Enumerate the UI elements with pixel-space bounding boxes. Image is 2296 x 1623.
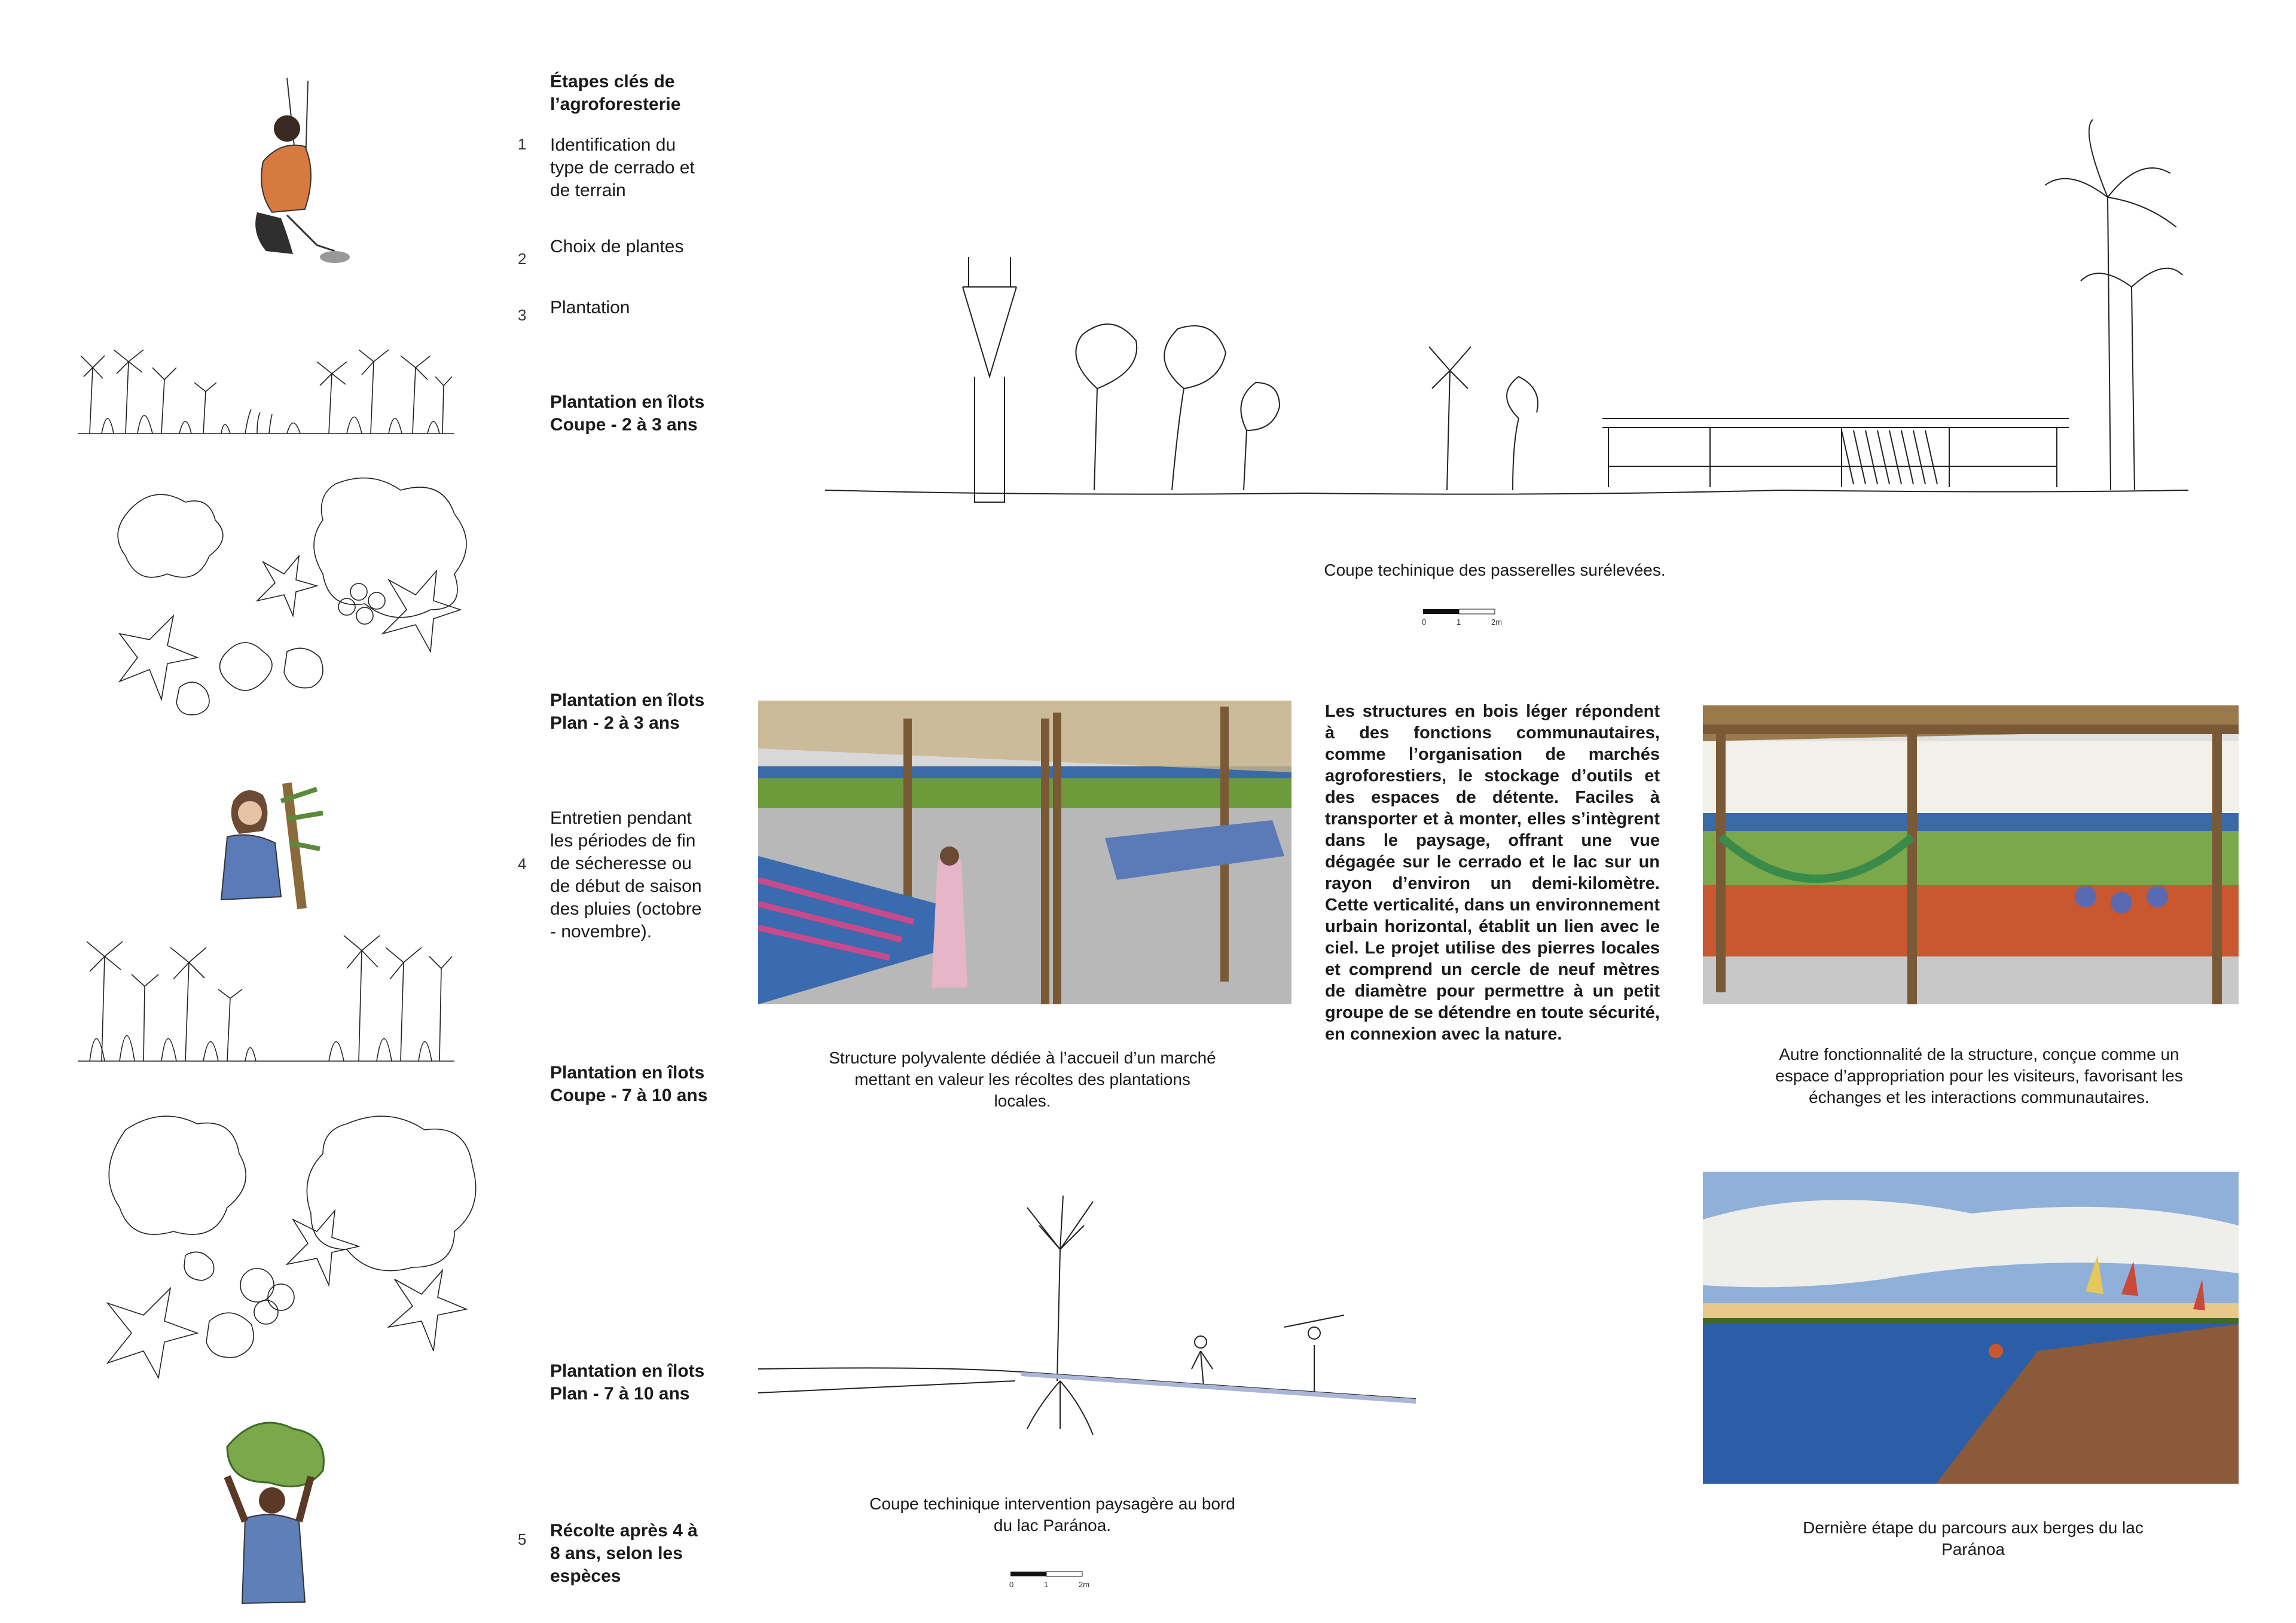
section-lake-drawing (758, 1190, 1416, 1441)
plan-plantation-2-3 (84, 472, 484, 723)
scale-label: 2m (1079, 1580, 1090, 1589)
step-text: Entretien pendant les périodes de fin de sécheresse ou de début de saison des pluies (octobre - novembre). (550, 808, 702, 942)
caption-appropriation: Autre fonctionnalité de la structure, conçue comme un espace d’appropriation pour les visiteurs, favorisant les échanges et les interactions communautaires. (1775, 1045, 2183, 1107)
section-plantation-7-10 (78, 933, 454, 1064)
step-number: 3 (518, 306, 527, 324)
scale-label: 1 (1044, 1580, 1049, 1589)
step-number: 5 (518, 1530, 527, 1548)
plan-plantation-7-10 (72, 1106, 484, 1381)
step-number: 1 (518, 135, 527, 153)
scale-label: 1 (1457, 618, 1461, 626)
appropriation-illustration (1703, 705, 2239, 1004)
scale-bar (1004, 1569, 1124, 1593)
caption-market: Structure polyvalente dédiée à l’accueil d’un marché mettant en valeur les récoltes des plantations locales. (829, 1049, 1216, 1110)
scale-label: 0 (1009, 1580, 1014, 1589)
description-paragraph: Les structures en bois léger répondent à des fonctions communautaires, comme l’organisation de marchés agroforestiers, le stockage d’outils et des espaces de détente. Faciles à transporter et à monter, elles s’intègrent dans le paysage, offrant une vue dégagée sur le cerrado et le lac sur un rayon d’environ un demi-kilomètre. Cette verticalité, dans un environnement urbain horizontal, établit un lien avec le ciel. Le projet utilise des pierres locales et comprend un cercle de neuf mètres de diamètre pour permettre à un petit groupe de se détendre en toute sécurité, en connexion avec la nature. (1325, 702, 1660, 1044)
lake-illustration (1703, 1172, 2239, 1484)
scale-label: 2m (1491, 618, 1503, 626)
phase-label: Plantation en îlots Coupe - 7 à 10 ans (550, 1063, 708, 1105)
figure-person-planting (215, 72, 359, 281)
section-plantation-2-3 (78, 344, 454, 436)
scale-bar (1417, 607, 1537, 631)
step-text: Récolte après 4 à 8 ans, selon les espèces (550, 1521, 698, 1586)
step-text: Choix de plantes (550, 237, 684, 256)
section-walkways-drawing (825, 108, 2188, 526)
phase-label: Plantation en îlots Coupe - 2 à 3 ans (550, 392, 705, 435)
step-text: Identification du type de cerrado et de terrain (550, 135, 695, 200)
caption-walkways: Coupe techinique des passerelles surélevées. (1324, 561, 1666, 579)
figure-person-maintaining (197, 777, 341, 915)
step-number: 4 (518, 855, 527, 873)
step-number: 2 (518, 250, 527, 268)
scale-label: 0 (1422, 618, 1427, 626)
caption-lake: Dernière étape du parcours aux berges du lac Paránoa (1803, 1518, 2144, 1558)
step-text: Plantation (550, 298, 630, 317)
figure-person-harvesting (203, 1411, 347, 1608)
market-illustration (758, 701, 1292, 1004)
phase-label: Plantation en îlots Plan - 7 à 10 ans (550, 1361, 705, 1404)
phase-label: Plantation en îlots Plan - 2 à 3 ans (550, 690, 705, 733)
steps-title: Étapes clés de l’agroforesterie (550, 72, 681, 114)
caption-lake-section: Coupe techinique intervention paysagère au bord du lac Paránoa. (869, 1494, 1235, 1535)
